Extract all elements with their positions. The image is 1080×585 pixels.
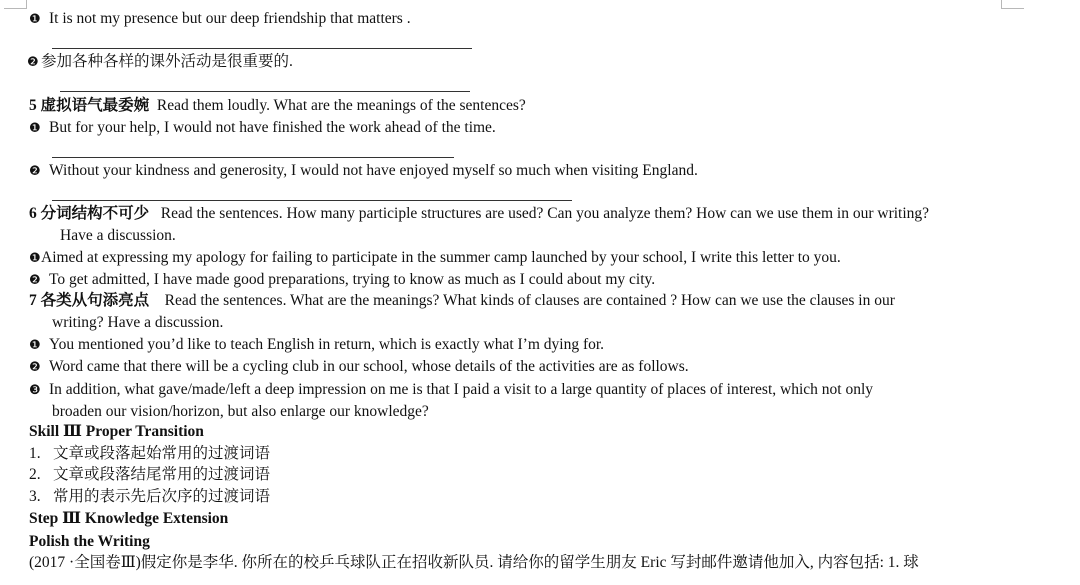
section-instruction: Read them loudly. What are the meanings of the sentences? — [156, 97, 526, 114]
section-instruction: Read the sentences. What are the meanings? What kinds of clauses are contained ? How can we use the clauses in our — [164, 292, 895, 309]
s7-heading — [29, 291, 895, 311]
bullet-3-icon: ❸ — [29, 383, 41, 398]
s6-item-2 — [29, 270, 655, 291]
list-item — [29, 487, 270, 507]
s7-heading-cont: writing? Have a discussion. — [52, 314, 224, 331]
list-text: 常用的表示先后次序的过渡词语 — [53, 488, 271, 505]
polish-heading: Polish the Writing — [29, 533, 150, 550]
sentence-text: Word came that there will be a cycling club in our school, whose details of the activities are as follows. — [49, 358, 689, 375]
sentence-text: 参加各种各样的课外活动是很重要的. — [41, 53, 293, 70]
step-3-heading: Step Ⅲ Knowledge Extension — [29, 510, 229, 527]
list-text: 文章或段落结尾常用的过渡词语 — [53, 466, 271, 483]
sentence-text: To get admitted, I have made good preparations, trying to know as much as I could about my city. — [49, 271, 656, 288]
s7-item-3-cont: broaden our vision/horizon, but also enlarge our knowledge? — [52, 403, 429, 420]
s5-item-2 — [29, 161, 698, 182]
list-number: 2. — [29, 466, 41, 483]
list-item — [29, 465, 270, 485]
s7-item-2 — [29, 357, 689, 378]
list-text: 文章或段落起始常用的过渡词语 — [53, 445, 271, 462]
s5-heading — [29, 96, 526, 116]
bullet-1-icon: ❶ — [29, 338, 41, 353]
crop-mark-top-right — [1001, 0, 1024, 9]
sentence-text: It is not my presence but our deep friendship that matters . — [49, 10, 411, 27]
answer-blank[interactable] — [52, 48, 472, 49]
list-item — [29, 444, 270, 464]
skill-3-heading: Skill Ⅲ Proper Transition — [29, 423, 204, 440]
answer-blank[interactable] — [52, 157, 454, 158]
sentence-text: But for your help, I would not have finished the work ahead of the time. — [49, 119, 496, 136]
answer-blank[interactable] — [52, 200, 572, 201]
s6-item-1 — [29, 248, 841, 269]
sentence-text: You mentioned you’d like to teach English in return, which is exactly what I’m dying for. — [49, 336, 605, 353]
polish-prompt: (2017 ·全国卷Ⅲ)假定你是李华. 你所在的校乒乓球队正在招收新队员. 请给你的留学生朋友 Eric 写封邮件邀请他加入, 内容包括: 1. 球 — [29, 554, 919, 571]
bullet-1-icon: ❶ — [29, 121, 41, 136]
list-number: 1. — [29, 445, 41, 462]
bullet-2-icon: ❷ — [29, 164, 41, 179]
bullet-2-icon: ❷ — [29, 273, 41, 288]
bullet-1-icon: ❶ — [29, 251, 41, 266]
bullet-1-icon: ❶ — [29, 12, 41, 27]
s7-item-3 — [29, 380, 873, 401]
sentence-text: Aimed at expressing my apology for failing to participate in the summer camp launched by your school, I write this letter to you. — [41, 249, 841, 266]
s4-item-1 — [29, 9, 411, 30]
section-instruction: Read the sentences. How many participle structures are used? Can you analyze them? How can we use them in our writing? — [160, 205, 930, 222]
s6-heading-cont: Have a discussion. — [60, 227, 176, 244]
s7-item-1 — [29, 335, 604, 356]
list-number: 3. — [29, 488, 41, 505]
s4-item-2 — [27, 52, 293, 73]
crop-mark-top-left — [4, 0, 27, 9]
bullet-2-icon: ❷ — [27, 55, 39, 70]
bullet-2-icon: ❷ — [29, 360, 41, 375]
section-title: 5 虚拟语气最委婉 — [29, 97, 150, 114]
s5-item-1 — [29, 118, 496, 139]
s6-heading — [29, 204, 929, 224]
section-title: 6 分词结构不可少 — [29, 205, 150, 222]
section-title: 7 各类从句添亮点 — [29, 292, 150, 309]
sentence-text: In addition, what gave/made/left a deep impression on me is that I paid a visit to a large quantity of places of interest, which not only — [49, 381, 874, 398]
sentence-text: Without your kindness and generosity, I would not have enjoyed myself so much when visiting England. — [49, 162, 698, 179]
answer-blank[interactable] — [60, 91, 470, 92]
